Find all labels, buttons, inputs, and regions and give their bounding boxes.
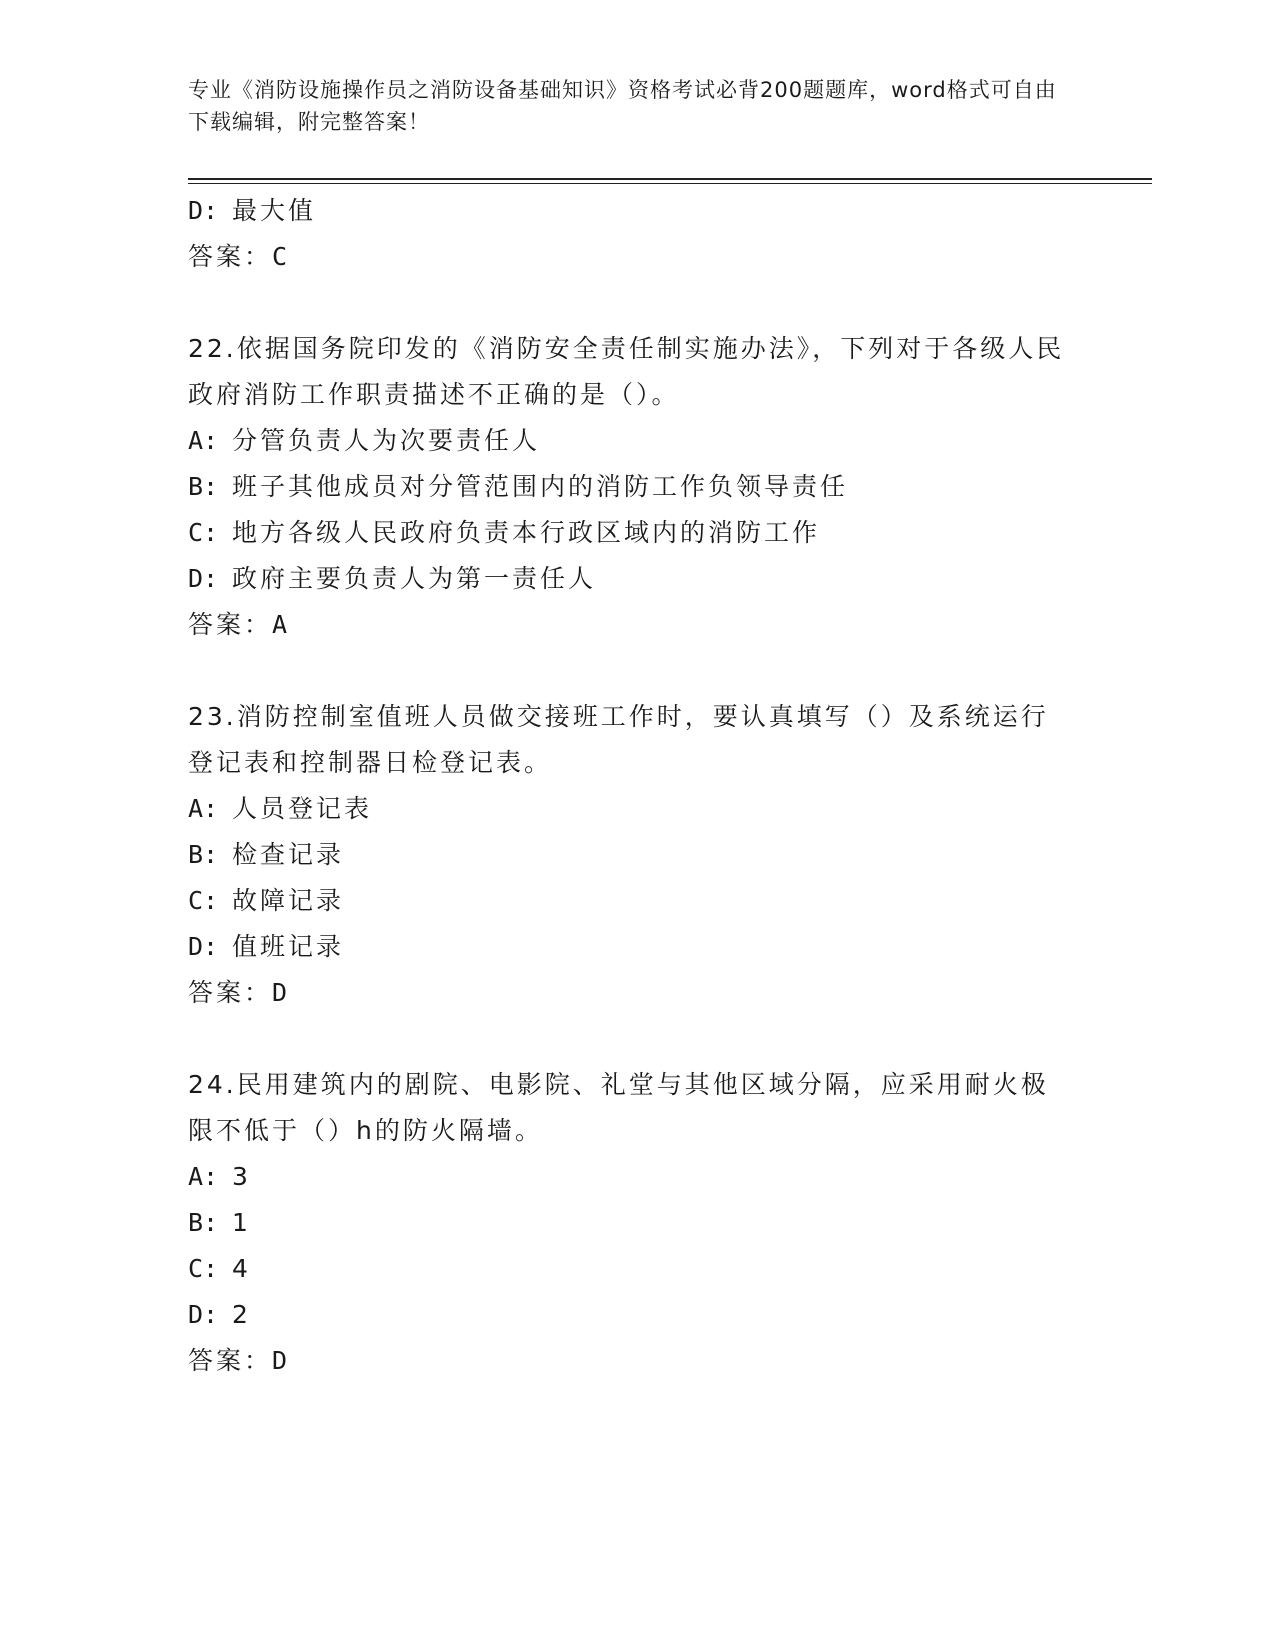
- header-rule-thick: [188, 178, 1152, 180]
- document-body: [188, 188, 1088, 1384]
- option-key: D:: [188, 196, 219, 225]
- option-a: [188, 1154, 1088, 1200]
- answer-line: [188, 1338, 1088, 1384]
- option-key: B:: [188, 1208, 219, 1237]
- option-text: 3: [232, 1162, 251, 1191]
- option-text: 地方各级人民政府负责本行政区域内的消防工作: [232, 518, 821, 547]
- option-d: [188, 1292, 1088, 1338]
- option-key: B:: [188, 472, 219, 501]
- option-key: D:: [188, 932, 219, 961]
- question-22: [188, 326, 1088, 648]
- option-text: 故障记录: [232, 886, 345, 915]
- option-key: C:: [188, 518, 219, 547]
- question-23: [188, 694, 1088, 1016]
- question-text: 24.民用建筑内的剧院、电影院、礼堂与其他区域分隔，应采用耐火极限不低于（）h的防火隔墙。: [188, 1070, 1049, 1145]
- option-text: 政府主要负责人为第一责任人: [232, 564, 597, 593]
- option-b: [188, 464, 1088, 510]
- option-text: 班子其他成员对分管范围内的消防工作负领导责任: [232, 472, 849, 501]
- option-d: [188, 556, 1088, 602]
- answer-line: [188, 602, 1088, 648]
- option-text: 值班记录: [232, 932, 345, 961]
- option-d: [188, 188, 1088, 234]
- answer-label: 答案：: [188, 978, 273, 1007]
- option-d: [188, 924, 1088, 970]
- option-c: [188, 878, 1088, 924]
- option-text: 分管负责人为次要责任人: [232, 426, 541, 455]
- option-key: C:: [188, 886, 219, 915]
- option-text: 4: [232, 1254, 251, 1283]
- answer-value: C: [272, 242, 288, 271]
- option-text: 2: [232, 1300, 251, 1329]
- question-text: 23.消防控制室值班人员做交接班工作时，要认真填写（）及系统运行登记表和控制器日检登记表。: [188, 702, 1049, 777]
- option-text: 检查记录: [232, 840, 345, 869]
- document-header: 专业《消防设施操作员之消防设备基础知识》资格考试必背200题题库，word格式可自由下载编辑，附完整答案！: [188, 78, 1057, 134]
- answer-value: D: [272, 978, 288, 1007]
- answer-value: A: [272, 610, 288, 639]
- option-key: A:: [188, 426, 219, 455]
- option-key: B:: [188, 840, 219, 869]
- answer-line: [188, 234, 1088, 280]
- option-b: [188, 1200, 1088, 1246]
- answer-line: [188, 970, 1088, 1016]
- question-text: 22.依据国务院印发的《消防安全责任制实施办法》，下列对于各级人民政府消防工作职责描述不正确的是（）。: [188, 334, 1065, 409]
- option-text: 最大值: [232, 196, 317, 225]
- header-rule-thin: [188, 183, 1152, 184]
- option-a: [188, 786, 1088, 832]
- question-24: [188, 1062, 1088, 1384]
- option-key: D:: [188, 1300, 219, 1329]
- answer-value: D: [272, 1346, 288, 1375]
- answer-label: 答案：: [188, 610, 273, 639]
- option-b: [188, 832, 1088, 878]
- option-a: [188, 418, 1088, 464]
- option-key: A:: [188, 794, 219, 823]
- option-key: D:: [188, 564, 219, 593]
- option-key: A:: [188, 1162, 219, 1191]
- option-c: [188, 1246, 1088, 1292]
- answer-label: 答案：: [188, 242, 273, 271]
- option-text: 1: [232, 1208, 251, 1237]
- option-text: 人员登记表: [232, 794, 373, 823]
- answer-label: 答案：: [188, 1346, 273, 1375]
- option-c: [188, 510, 1088, 556]
- option-key: C:: [188, 1254, 219, 1283]
